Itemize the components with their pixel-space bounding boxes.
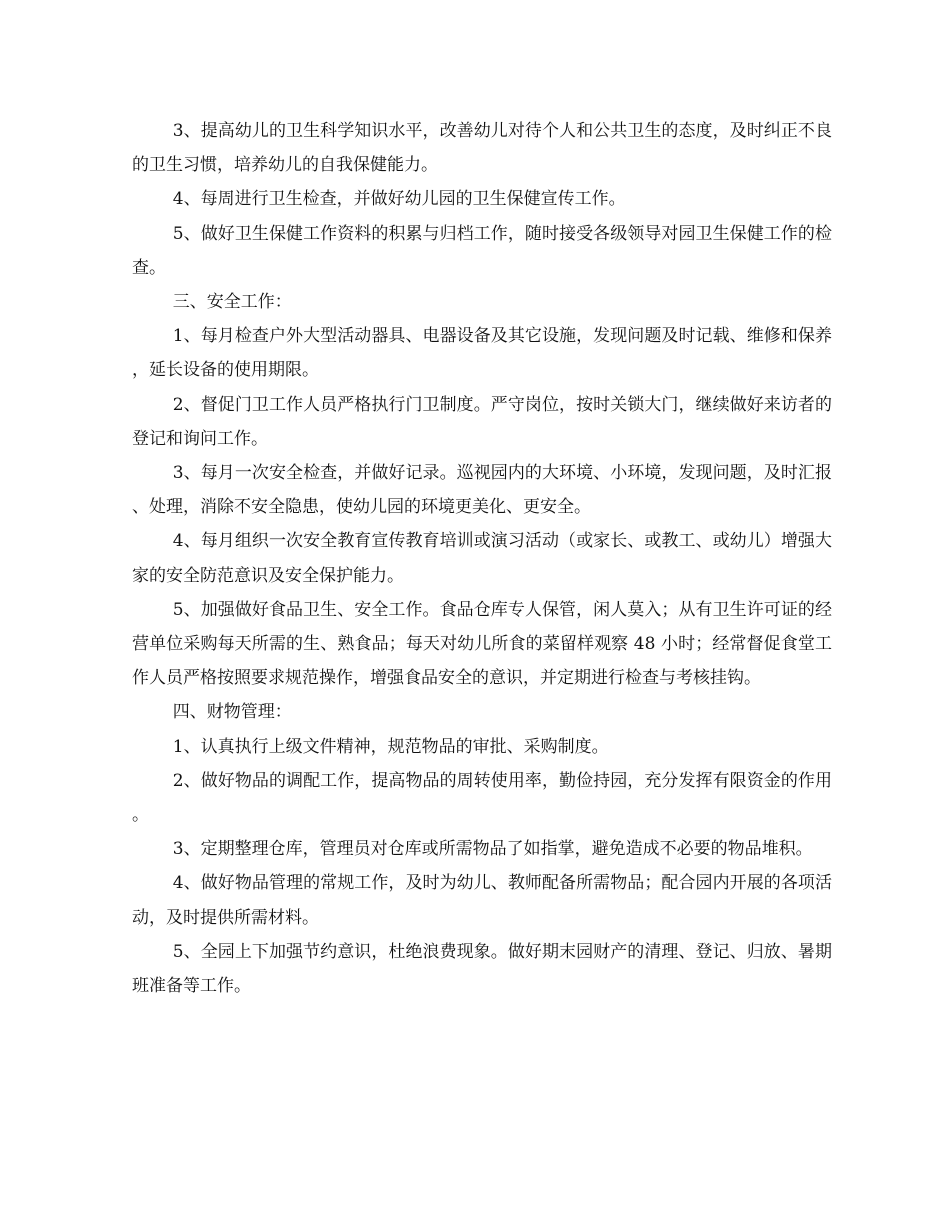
paragraph-food-safety: 5、加强做好食品卫生、安全工作。食品仓库专人保管，闲人莫入；从有卫生许可证的经营单位采购每天所需的生、熟食品；每天对幼儿所食的菜留样观察 48 小时；经常督促食堂工作人员严格按照要求规范操作，增强食品安全的意识，并定期进行检查与考核挂钩。 bbox=[132, 599, 832, 689]
paragraph-health-knowledge: 3、提高幼儿的卫生科学知识水平，改善幼儿对待个人和公共卫生的态度，及时纠正不良的卫生习惯，培养幼儿的自我保健能力。 bbox=[132, 121, 832, 176]
paragraph-monthly-safety-check: 3、每月一次安全检查，并做好记录。巡视园内的大环境、小环境，发现问题，及时汇报、处理，消除不安全隐患，使幼儿园的环境更美化、更安全。 bbox=[132, 463, 832, 518]
paragraph-allocation: 2、做好物品的调配工作，提高物品的周转使用率，勤俭持园，充分发挥有限资金的作用。 bbox=[132, 770, 832, 826]
paragraph-health-records: 5、做好卫生保健工作资料的积累与归档工作，随时接受各级领导对园卫生保健工作的检查。 bbox=[132, 223, 832, 278]
paragraph-warehouse: 3、定期整理仓库，管理员对仓库或所需物品了如指掌，避免造成不必要的物品堆积。 bbox=[172, 839, 813, 860]
paragraph-routine-supplies: 4、做好物品管理的常规工作，及时为幼儿、教师配备所需物品；配合园内开展的各项活动，及时提供所需材料。 bbox=[132, 873, 832, 928]
paragraph-gate-guard: 2、督促门卫工作人员严格执行门卫制度。严守岗位，按时关锁大门，继续做好来访者的登记和询问工作。 bbox=[132, 394, 832, 449]
document-body bbox=[132, 114, 832, 1003]
paragraph-equipment-check: 1、每月检查户外大型活动器具、电器设备及其它设施，发现问题及时记载、维修和保养，延长设备的使用期限。 bbox=[132, 326, 832, 381]
paragraph-procurement: 1、认真执行上级文件精神，规范物品的审批、采购制度。 bbox=[172, 736, 609, 757]
paragraph-economy: 5、全园上下加强节约意识，杜绝浪费现象。做好期末园财产的清理、登记、归放、暑期班准备等工作。 bbox=[132, 941, 832, 997]
section-heading-property: 四、财物管理： bbox=[172, 702, 292, 723]
paragraph-weekly-inspection: 4、每周进行卫生检查，并做好幼儿园的卫生保健宣传工作。 bbox=[172, 189, 626, 210]
paragraph-safety-education: 4、每月组织一次安全教育宣传教育培训或演习活动（或家长、或教工、或幼儿）增强大家的安全防范意识及安全保护能力。 bbox=[132, 531, 832, 586]
section-heading-safety: 三、安全工作： bbox=[172, 292, 292, 313]
